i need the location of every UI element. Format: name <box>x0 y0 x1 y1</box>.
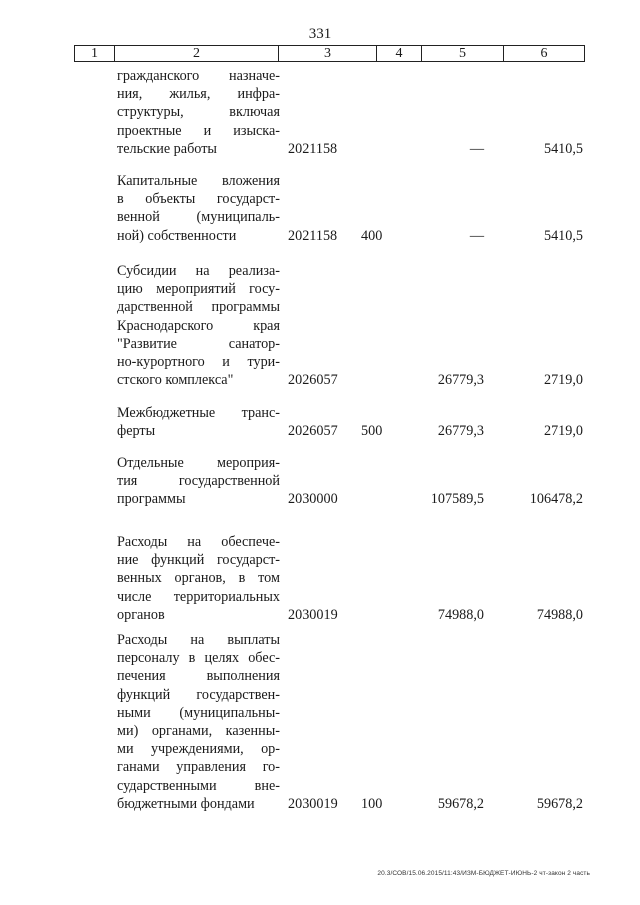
description-line: Субсидии на реализа- <box>117 263 280 279</box>
description-line: структуры, включая <box>117 104 280 121</box>
header-col-1: 1 <box>75 46 115 61</box>
description-line: бюджетными фондами <box>117 795 255 812</box>
row-description <box>117 262 280 389</box>
row-value-col6: 5410,5 <box>543 140 583 157</box>
row-expense-type: 500 <box>361 423 383 440</box>
row-code: 2030000 <box>288 491 338 508</box>
description-line: ной) собственности <box>117 227 237 244</box>
description-line: программы <box>117 491 186 508</box>
row-code: 2026057 <box>288 372 338 389</box>
description-line: цию мероприятий госу- <box>117 281 280 298</box>
row-code: 2021158 <box>288 227 338 244</box>
description-line: персоналу в целях обес- <box>117 650 280 667</box>
row-description <box>117 172 280 245</box>
description-line: проектные и изыска- <box>117 122 280 139</box>
description-line: "Развитие санатор- <box>117 335 280 352</box>
description-line: ми) органами, казенны- <box>117 723 280 740</box>
row-value-col6: 74988,0 <box>536 606 583 623</box>
description-line: тия государственной <box>117 473 280 490</box>
row-description <box>117 67 280 158</box>
table-header <box>74 45 585 62</box>
row-value-col5: 26779,3 <box>437 423 484 440</box>
row-expense-type: 400 <box>361 227 383 244</box>
description-line: ганами управления го- <box>117 759 280 776</box>
description-line: ми учреждениями, ор- <box>117 741 280 758</box>
description-line: сударственными вне- <box>117 777 280 794</box>
description-line: Отдельные мероприя- <box>117 455 280 471</box>
description-line: но-курортного и тури- <box>117 354 280 371</box>
row-value-col6: 59678,2 <box>536 795 583 812</box>
row-value-col6: 106478,2 <box>529 491 583 508</box>
header-col-4: 4 <box>377 46 422 61</box>
row-code: 2030019 <box>288 795 338 812</box>
row-value-col5: 74988,0 <box>437 606 484 623</box>
row-value-col5: — <box>469 227 484 244</box>
row-description <box>117 631 280 813</box>
description-line: печения выполнения <box>117 668 280 685</box>
header-col-2: 2 <box>115 46 279 61</box>
row-value-col5: — <box>469 140 484 157</box>
description-line: ния, жилья, инфра- <box>117 86 280 103</box>
row-description <box>117 533 280 624</box>
row-value-col6: 2719,0 <box>543 372 583 389</box>
description-line: венной (муниципаль- <box>117 209 280 226</box>
description-line: стского комплекса" <box>117 372 234 389</box>
description-line: дарственной программы <box>117 299 280 316</box>
description-line: Расходы на обеспече- <box>117 534 280 550</box>
row-expense-type: 100 <box>361 795 383 812</box>
description-line: органов <box>117 606 165 623</box>
footer-code: 20.3/СОВ/15.06.2015/11:43/ИЗМ-БЮДЖЕТ-ИЮНЬ-2 чт-закон 2 часть <box>377 870 590 877</box>
description-line: Межбюджетные транс- <box>117 405 280 421</box>
row-value-col5: 26779,3 <box>437 372 484 389</box>
header-col-5: 5 <box>422 46 504 61</box>
description-line: гражданского назначе- <box>117 68 280 84</box>
row-code: 2030019 <box>288 606 338 623</box>
row-description <box>117 404 280 440</box>
row-code: 2021158 <box>288 140 338 157</box>
page-number: 331 <box>308 26 332 42</box>
description-line: ферты <box>117 423 156 440</box>
description-line: Капитальные вложения <box>117 173 280 189</box>
row-value-col6: 2719,0 <box>543 423 583 440</box>
description-line: венных органов, в том <box>117 570 280 587</box>
description-line: тельские работы <box>117 140 217 157</box>
description-line: числе территориальных <box>117 588 280 605</box>
row-code: 2026057 <box>288 423 338 440</box>
row-value-col6: 5410,5 <box>543 227 583 244</box>
description-line: в объекты государст- <box>117 191 280 208</box>
description-line: ными (муниципальны- <box>117 704 280 721</box>
header-col-3: 3 <box>279 46 377 61</box>
row-value-col5: 59678,2 <box>437 795 484 812</box>
description-line: Краснодарского края <box>117 317 280 334</box>
description-line: ние функций государст- <box>117 552 280 569</box>
description-line: Расходы на выплаты <box>117 632 280 648</box>
row-description <box>117 454 280 509</box>
row-value-col5: 107589,5 <box>430 491 484 508</box>
header-col-6: 6 <box>540 46 548 61</box>
description-line: функций государствен- <box>117 686 280 703</box>
